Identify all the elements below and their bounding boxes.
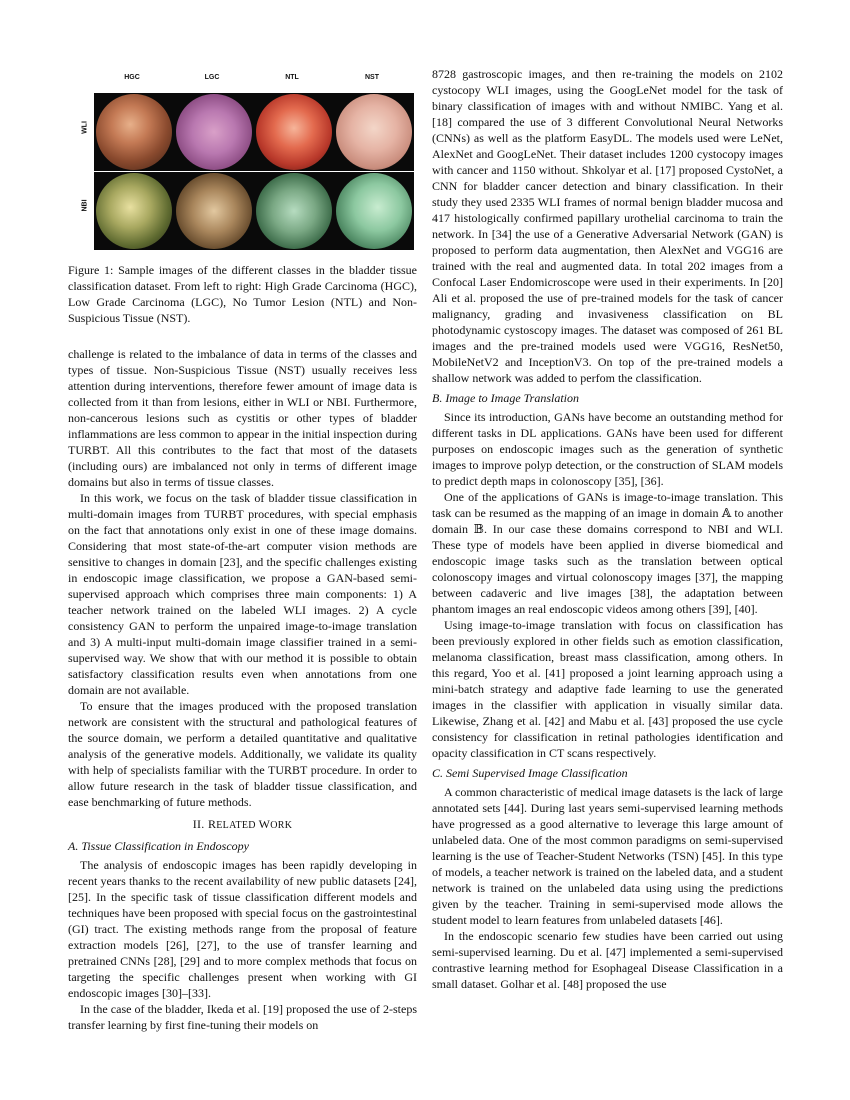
paragraph: The analysis of endoscopic images has been rapidly developing in recent years thanks to the recent availability of new public datasets [24], [25]. In the specific task of tissue classification different models and techniques have been proposed with special focus on the gastrointestinal (GI) tract. The existing methods range from the proposal of feature extraction models [26], [27], to the use of transfer learning and pretrained CNNs [28], [29] and to more complex methods that focus on targeting the specific challenges present when working with GI endoscopic images [30]–[33]. [68,858,417,1000]
col-label-ntl: NTL [285,74,299,81]
paragraph: 8728 gastroscopic images, and then re-training the models on 2102 cystocopy WLI images, using the GoogLeNet model for the task of binary classification of images with and without NMIBC. Yang et al. [18] compared the use of 3 different Convolutional Neural Networks (CNNs) as well as the platform EasyDL. The models used were LeNet, AlexNet and GoogLeNet. Their dataset includes 1200 cystocopy images with cancer and 1150 without. Shkolyar et al. [17] proposed CystoNet, a CNN for bladder cancer detection and binary classification. In their study they used 2335 WLI frames of normal benign bladder mucosa and 417 histologically confirmed papillary urothelial carcinoma to train the network. In [34] the use of a Generative Adversarial Network (GAN) is proposed to perform data augmentation, then AlexNet and VGG16 are trained with the real and augmented data. In total 202 images from a Confocal Laser Endomicroscope were used in their experiments. In [20] Ali et al. proposed the use of pre-trained models for the task of cancer malignancy, grading and invasiveness classification on BL photodynamic cystoscopy images. The dataset was composed of 261 BL images and the pre-trained models used were VGG16, ResNet50, MobileNetV2 and InceptionV3. On top of the pre-trained models a shallow network was added to perfom the classification. [432,67,783,385]
paragraph: In the endoscopic scenario few studies have been carried out using semi-supervised learning. Du et al. [47] implemented a semi-supervised contrastive learning method for Esophageal Disease Classification in a small dataset. Golhar et al. [48] proposed the use [432,929,783,991]
paragraph: Using image-to-image translation with focus on classification has been previously explored in other fields such as emotion classification, melanoma classification, breast mass classification, among others. In this regard, Yoo et al. [41] proposed a joint learning approach using a mini-batch strategy and adaptive fade learning to use the generated images in the classifier with application in visually similar data. Likewise, Zhang et al. [42] and Mabu et al. [43] proposed the use cycle consistency for classification in retinal pathologies identification and opacity classification in CT scans respectively. [432,618,783,760]
row-label-wli: WLI [81,121,89,134]
subsection-heading: C. Semi Supervised Image Classification [432,766,628,780]
wli-image-row [94,93,414,171]
paragraph: In the case of the bladder, Ikeda et al. [19] proposed the use of 2-steps transfer learning by first fine-tuning their models on [68,1002,417,1032]
subsection-heading: B. Image to Image Translation [432,391,579,405]
section-number: II. [192,817,205,831]
section-title-w: W [258,817,271,831]
figure-caption: Figure 1: Sample images of the different classes in the bladder tissue classification dataset. From left to right: High Grade Carcinoma (HGC), Low Grade Carcinoma (LGC), No Tumor Lesion (NTL) and Non-Suspicious Tissue (NST). [68,263,417,325]
paragraph: Since its introduction, GANs have become an outstanding method for different tasks in DL applications. GANs have been used for different purposes on endoscopic images such as the generation of synthetic images to improve polyp detection, or the construction of SLAM models to predict depth maps in colonoscopy [35], [36]. [432,410,783,488]
paragraph: To ensure that the images produced with the proposed translation network are consistent with the structural and pathological features of the source domain, we perform a detailed quantitative and qualitative analysis of the generative models. Additionally, we validate its quality with help of specialists familiar with the TURBT procedure. In order to allow future research in the task of bladder tissue classification, and ease benchmarking of future methods. [68,699,417,809]
nbi-nst-image [336,173,412,249]
nbi-hgc-image [96,173,172,249]
col-label-lgc: LGC [204,74,220,81]
wli-lgc-image [176,94,252,170]
col-label-nst: NST [365,74,379,81]
nbi-image-row [94,172,414,250]
right-column [432,66,783,992]
section-title-smallcaps-1: ELATED [216,820,259,831]
paragraph: challenge is related to the imbalance of data in terms of the classes and types of tissue. Non-Suspicious Tissue (NST) usually receives less attention during interventions, therefore fewer amount of image data is collected from it than from lesions, either in WLI or NBI. Furthermore, non-cancerous lesions such as cystitis or other types of bladder inflammations are less common to appear in the initial inspection during TURBT. All this contributes to the fact that most of the datasets (including ours) are imbalanced not only in terms of different image domains but also in terms of tissue classes. [68,347,417,489]
section-title-r: R [207,817,217,831]
row-label-nbi: NBI [81,199,89,212]
nbi-lgc-image [176,173,252,249]
figure-image-grid [68,66,417,260]
left-column [68,346,417,1033]
wli-ntl-image [256,94,332,170]
paragraph: In this work, we focus on the task of bladder tissue classification in multi-domain images from TURBT procedures, with special emphasis on the fact that annotations only exist in one of these image domains. Considering that most state-of-the-art computer vision methods are sensitive to changes in domain [23], and the specific challenges existing in endoscopic image classification, we propose a GAN-based semi-supervised approach which comprises three main components: 1) A teacher network trained on the labeled WLI images. 2) A cycle consistency GAN to perform the unpaired image-to-image translation and 3) A multi-input multi-domain image classifier trained in a semi-supervised way. We show that with our method it is possible to obtain satisfactory classification results even when annotations from one domain are not available. [68,491,417,697]
section-heading [68,816,417,834]
nbi-ntl-image [256,173,332,249]
paragraph: One of the applications of GANs is image-to-image translation. This task can be resumed as the mapping of an image in domain 𝔸 to another domain 𝔹. In our case these domains correspond to NBI and WLI. These type of models have been applied in diverse biomedical and endoscopic image tasks such as the translation between optical colonoscopy images and virtual colonoscopy images [37], the mapping between cadaveric and live images [38], the adaptation between phantom images an real endoscopic videos among others [39], [40]. [432,490,783,616]
col-label-hgc: HGC [124,74,140,81]
subsection-heading: A. Tissue Classification in Endoscopy [68,839,250,853]
figure-1 [68,66,417,325]
wli-nst-image [336,94,412,170]
paragraph: A common characteristic of medical image datasets is the lack of large annotated sets [44]. During last years semi-supervised learning methods have progressed as a good alternative to leverage this large amount of unlabeled data. One of the most common paradigms on semi-supervised learning is the use of Teacher-Student Networks (TSN) [45]. In this type of models, a teacher network is trained on the labeled data, and a student network is trained on the unlabeled data using using the predictions given by the teacher. Training in semi-supervised mode allows the student model to learn features from unlabeled datasets [46]. [432,785,783,927]
wli-hgc-image [96,94,172,170]
section-title-smallcaps-2: ORK [270,820,293,831]
